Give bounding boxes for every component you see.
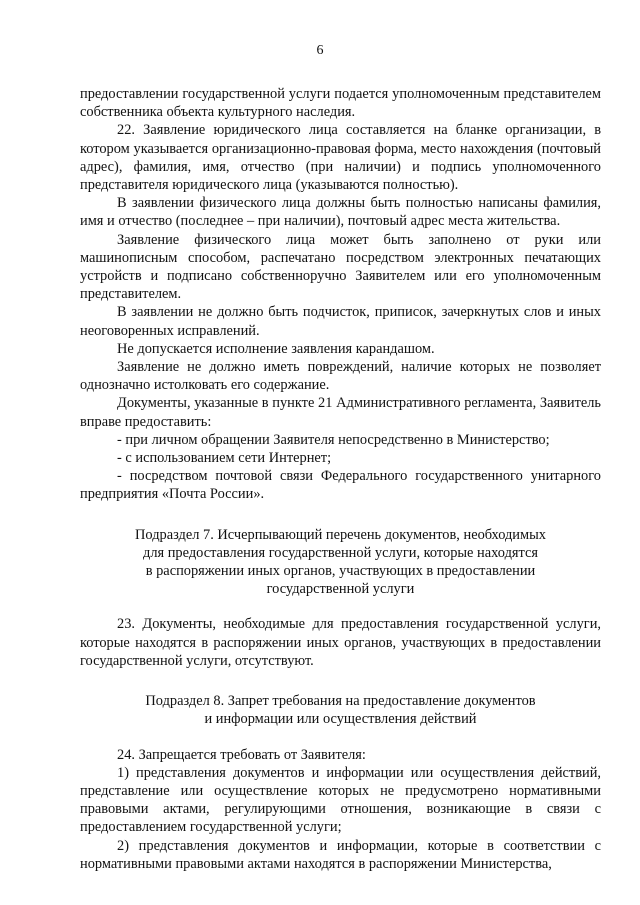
paragraph-no-corrections: В заявлении не должно быть подчисток, приписок, зачеркнутых слов и иных неоговоренных исправлений. (80, 304, 601, 339)
paragraph-no-damage: Заявление не должно иметь повреждений, наличие которых не позволяет однозначно истолковать его содержание. (80, 359, 601, 394)
paragraph-24-item-1: 1) представления документов и информации или осуществления действий, представление или осуществление которых не предусмотрено нормативными правовыми актами, регулирующими отношения, возникающие в связи с предоставлением государственной услуги; (80, 764, 601, 836)
paragraph-22: 22. Заявление юридического лица составляется на бланке организации, в котором указывается организационно-правовая форма, место нахождения (почтовый адрес), фамилия, имя, отчество (при наличии) и подпись уполномоченного представителя юридического лица (указываются полностью). (80, 122, 601, 194)
subsection-7-heading (80, 526, 601, 599)
paragraph-24-item-2: 2) представления документов и информации, которые в соответствии с нормативными правовыми актами находятся в распоряжении Министерства, (80, 837, 601, 872)
paragraph-24: 24. Запрещается требовать от Заявителя: (117, 746, 366, 763)
paragraph-documents-submission: Документы, указанные в пункте 21 Административного регламента, Заявитель вправе предоставить: (80, 395, 601, 430)
subsection-8-heading (80, 692, 601, 728)
list-item-internet: - с использованием сети Интернет; (117, 450, 332, 467)
page-number: 6 (316, 43, 324, 58)
paragraph-continuation: предоставлении государственной услуги подается уполномоченным представителем собственника объекта культурного наследия. (80, 86, 601, 121)
paragraph-fill-method: Заявление физического лица может быть заполнено от руки или машинописным способом, распечатано посредством электронных печатающих устройств и подписано собственноручно Заявителем или его уполномоченным представителем. (80, 231, 601, 303)
heading-line: Подраздел 8. Запрет требования на предоставление документов (145, 693, 536, 710)
heading-line: государственной услуги (266, 581, 415, 598)
heading-line: и информации или осуществления действий (204, 711, 477, 728)
list-item-postal: - посредством почтовой связи Федерального государственного унитарного предприятия «Почта России». (80, 468, 601, 503)
paragraph-23: 23. Документы, необходимые для предоставления государственной услуги, которые находятся в распоряжении иных органов, участвующих в предоставлении государственной услуги, отсутствуют. (80, 616, 601, 669)
list-item-personal-visit: - при личном обращении Заявителя непосредственно в Министерство; (117, 431, 550, 448)
document-body (80, 85, 601, 873)
heading-line: Подраздел 7. Исчерпывающий перечень документов, необходимых (135, 526, 546, 543)
heading-line: в распоряжении иных органов, участвующих в предоставлении (145, 563, 536, 580)
paragraph-no-pencil: Не допускается исполнение заявления карандашом. (117, 340, 435, 357)
paragraph-individual-application: В заявлении физического лица должны быть полностью написаны фамилия, имя и отчество (последнее – при наличии), почтовый адрес места жительства. (80, 195, 601, 230)
heading-line: для предоставления государственной услуги, которые находятся (143, 544, 538, 561)
